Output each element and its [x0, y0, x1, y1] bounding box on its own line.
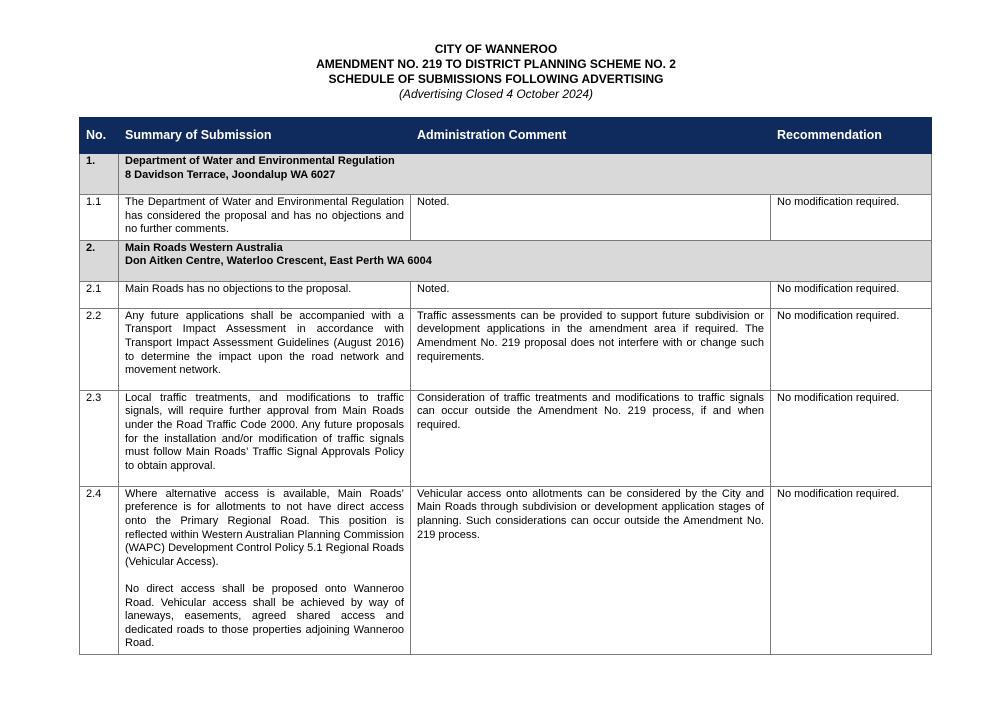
submission-summary-paragraph: Where alternative access is available, Main Roads’ preference is for allotments to not have direct access onto the Primary Regional Road. This position is reflected within Western Australian Planning Commission (WAPC) Development Control Policy 5.1 Regional Roads (Vehicular Access). [125, 487, 404, 568]
submitter-details [119, 154, 932, 195]
column-header-summary: Summary of Submission [119, 118, 411, 154]
submission-number: 2.4 [80, 486, 119, 654]
submission-summary [119, 486, 411, 654]
submission-summary-paragraph: No direct access shall be proposed onto Wanneroo Road. Vehicular access shall be achieved by way of laneways, easements, agreed shared access and dedicated roads to those properties adjoining Wanneroo Road. [125, 582, 404, 650]
submission-number: 2.3 [80, 390, 119, 486]
submission-summary: Any future applications shall be accompanied with a Transport Impact Assessment in accordance with Transport Impact Assessment Guidelines (August 2016) to determine the impact upon the road network and movement network. [119, 308, 411, 390]
table-row [80, 281, 932, 308]
submission-summary: The Department of Water and Environmental Regulation has considered the proposal and has no objections and no further comments. [119, 195, 411, 241]
table-row [80, 195, 932, 241]
recommendation: No modification required. [771, 390, 932, 486]
submitter-address: Don Aitken Centre, Waterloo Crescent, East Perth WA 6004 [125, 255, 432, 268]
administration-comment: Noted. [411, 195, 771, 241]
column-header-comment: Administration Comment [411, 118, 771, 154]
submission-number: 2.2 [80, 308, 119, 390]
submitter-number: 1. [80, 154, 119, 195]
administration-comment: Noted. [411, 281, 771, 308]
column-header-no: No. [80, 118, 119, 154]
header-advertising-closed: (Advertising Closed 4 October 2024) [398, 87, 594, 101]
submission-summary: Local traffic treatments, and modifications to traffic signals, will require further approval from Main Roads under the Road Traffic Code 2000. Any future proposals for the installation and/or modification of traffic signals must follow Main Roads’ Traffic Signal Approvals Policy to obtain approval. [119, 390, 411, 486]
recommendation: No modification required. [771, 281, 932, 308]
submitter-name: Department of Water and Environmental Regulation [125, 155, 395, 167]
table-row [80, 390, 932, 486]
submission-number: 1.1 [80, 195, 119, 241]
document-header [0, 42, 992, 102]
submitter-number: 2. [80, 240, 119, 281]
header-amendment: AMENDMENT NO. 219 TO DISTRICT PLANNING SCHEME NO. 2 [316, 57, 676, 71]
submitter-details [119, 240, 932, 281]
table-row [80, 308, 932, 390]
submission-number: 2.1 [80, 281, 119, 308]
header-schedule: SCHEDULE OF SUBMISSIONS FOLLOWING ADVERTISING [328, 72, 664, 86]
table-header-row [80, 118, 932, 154]
administration-comment: Consideration of traffic treatments and modifications to traffic signals can occur outside the Amendment No. 219 process, if and when required. [411, 390, 771, 486]
submitter-row [80, 240, 932, 281]
header-city: CITY OF WANNEROO [434, 42, 558, 56]
administration-comment: Vehicular access onto allotments can be considered by the City and Main Roads through subdivision or development application stages of planning. Such considerations can occur outside the Amendment No. 219 process. [411, 486, 771, 654]
submissions-table [79, 117, 932, 655]
recommendation: No modification required. [771, 486, 932, 654]
submitter-address: 8 Davidson Terrace, Joondalup WA 6027 [125, 168, 336, 181]
submitter-name: Main Roads Western Australia [125, 241, 283, 254]
recommendation: No modification required. [771, 308, 932, 390]
submission-summary: Main Roads has no objections to the proposal. [119, 281, 411, 308]
administration-comment: Traffic assessments can be provided to support future subdivision or development applications in the amendment area if required. The Amendment No. 219 proposal does not interfere with or change such requirements. [411, 308, 771, 390]
recommendation: No modification required. [771, 195, 932, 241]
submitter-row [80, 154, 932, 195]
table-row [80, 486, 932, 654]
column-header-recommendation: Recommendation [771, 118, 932, 154]
